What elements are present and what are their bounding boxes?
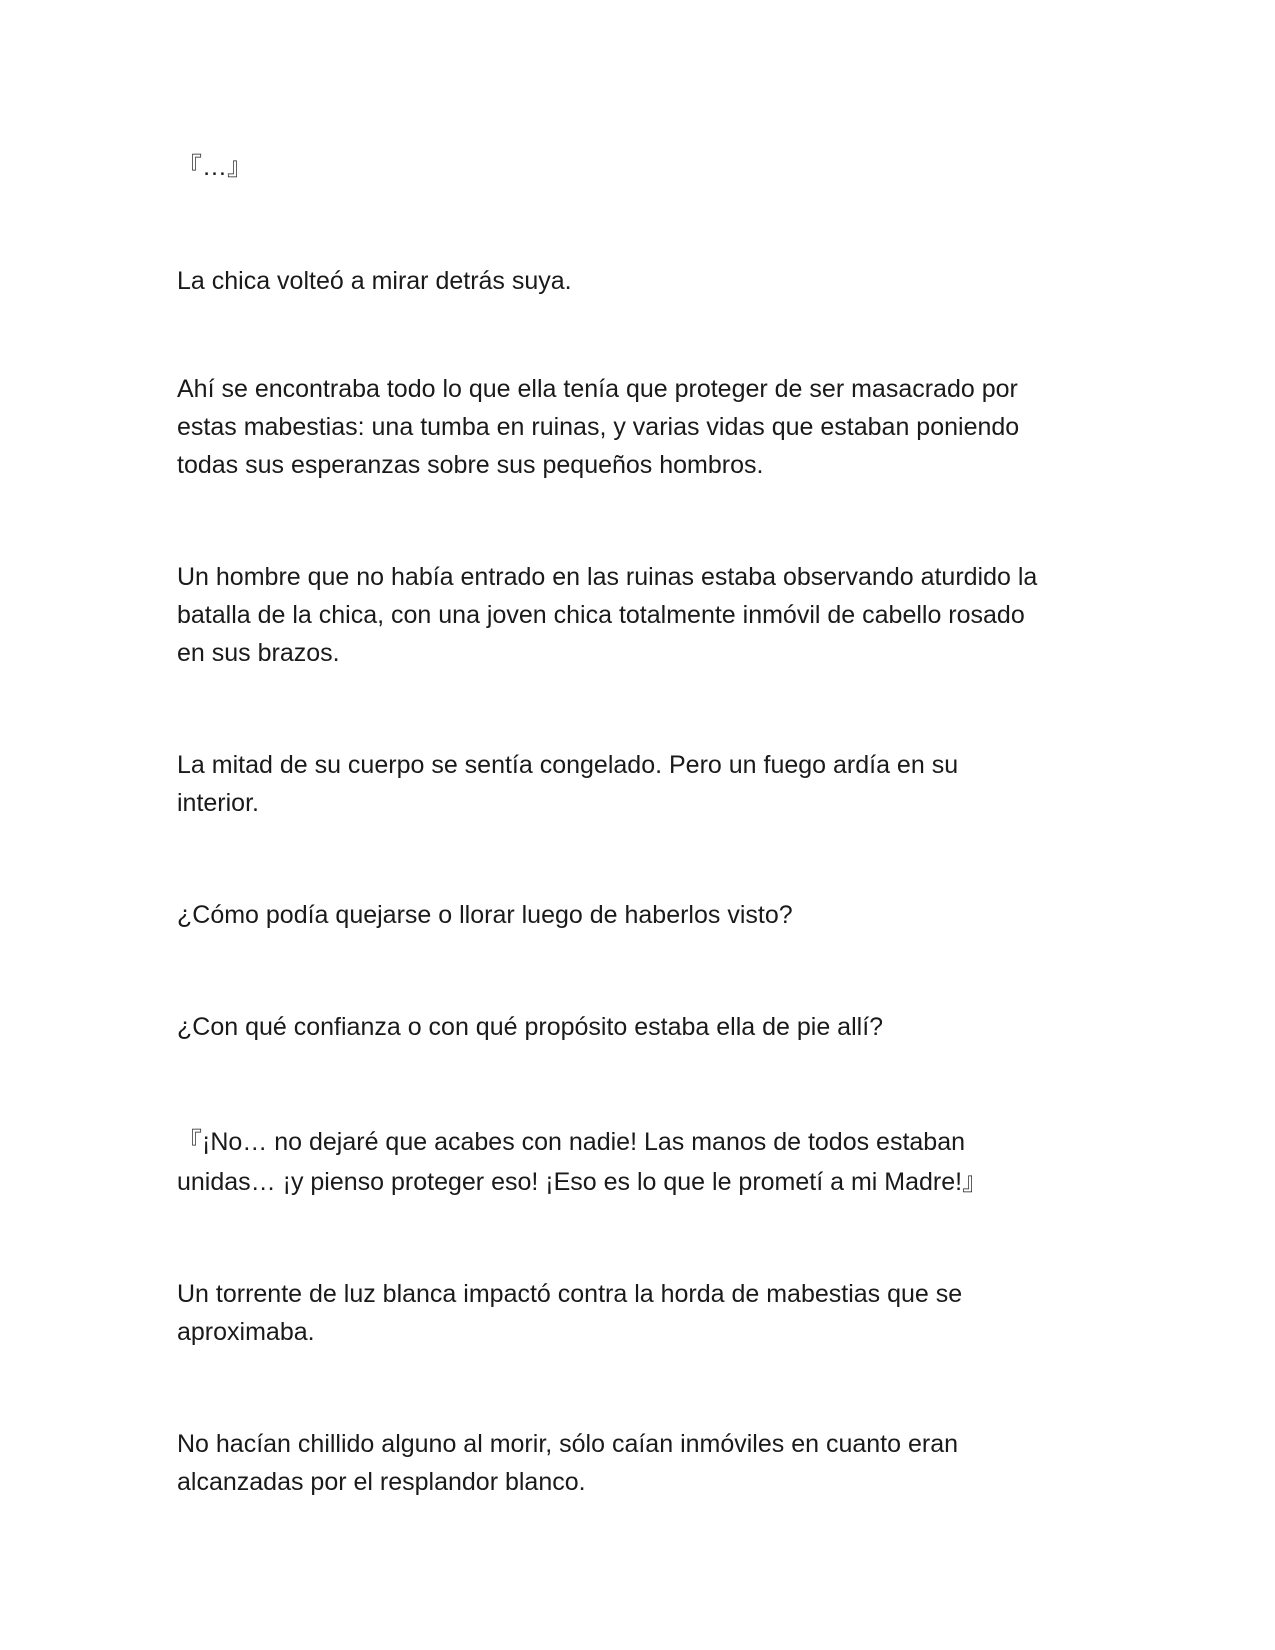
paragraph: [177, 746, 1117, 822]
paragraph: [177, 896, 1117, 934]
text-line: 『¡No… no dejaré que acabes con nadie! Las manos de todos estaban: [177, 1128, 966, 1156]
text-line: alcanzadas por el resplandor blanco.: [177, 1468, 586, 1496]
text-line: 『…』: [177, 153, 253, 181]
text-line: unidas… ¡y pienso proteger eso! ¡Eso es lo que le prometí a mi Madre!』: [177, 1168, 988, 1196]
text-line: La chica volteó a mirar detrás suya.: [177, 267, 572, 295]
paragraph: [177, 1008, 1117, 1046]
paragraph: [177, 1425, 1117, 1501]
text-line: estas mabestias: una tumba en ruinas, y varias vidas que estaban poniendo: [177, 413, 1020, 441]
text-line: No hacían chillido alguno al morir, sólo caían inmóviles en cuanto eran: [177, 1430, 959, 1458]
paragraph-dialogue: [177, 1122, 1117, 1202]
text-line: aproximaba.: [177, 1318, 315, 1346]
text-line: batalla de la chica, con una joven chica totalmente inmóvil de cabello rosado: [177, 601, 1025, 629]
text-line: en sus brazos.: [177, 639, 340, 667]
text-line: Un hombre que no había entrado en las ruinas estaba observando aturdido la: [177, 563, 1038, 591]
paragraph-dialogue-ellipsis: [177, 148, 1117, 186]
text-line: interior.: [177, 789, 259, 817]
text-line: ¿Cómo podía quejarse o llorar luego de haberlos visto?: [177, 901, 793, 929]
paragraph: [177, 262, 1117, 300]
text-line: ¿Con qué confianza o con qué propósito estaba ella de pie allí?: [177, 1013, 884, 1041]
text-line: Un torrente de luz blanca impactó contra la horda de mabestias que se: [177, 1280, 963, 1308]
text-line: La mitad de su cuerpo se sentía congelado. Pero un fuego ardía en su: [177, 751, 959, 779]
paragraph: [177, 1275, 1117, 1351]
text-line: Ahí se encontraba todo lo que ella tenía que proteger de ser masacrado por: [177, 375, 1018, 403]
text-line: todas sus esperanzas sobre sus pequeños hombros.: [177, 451, 764, 479]
paragraph: [177, 558, 1117, 672]
paragraph: [177, 370, 1117, 484]
